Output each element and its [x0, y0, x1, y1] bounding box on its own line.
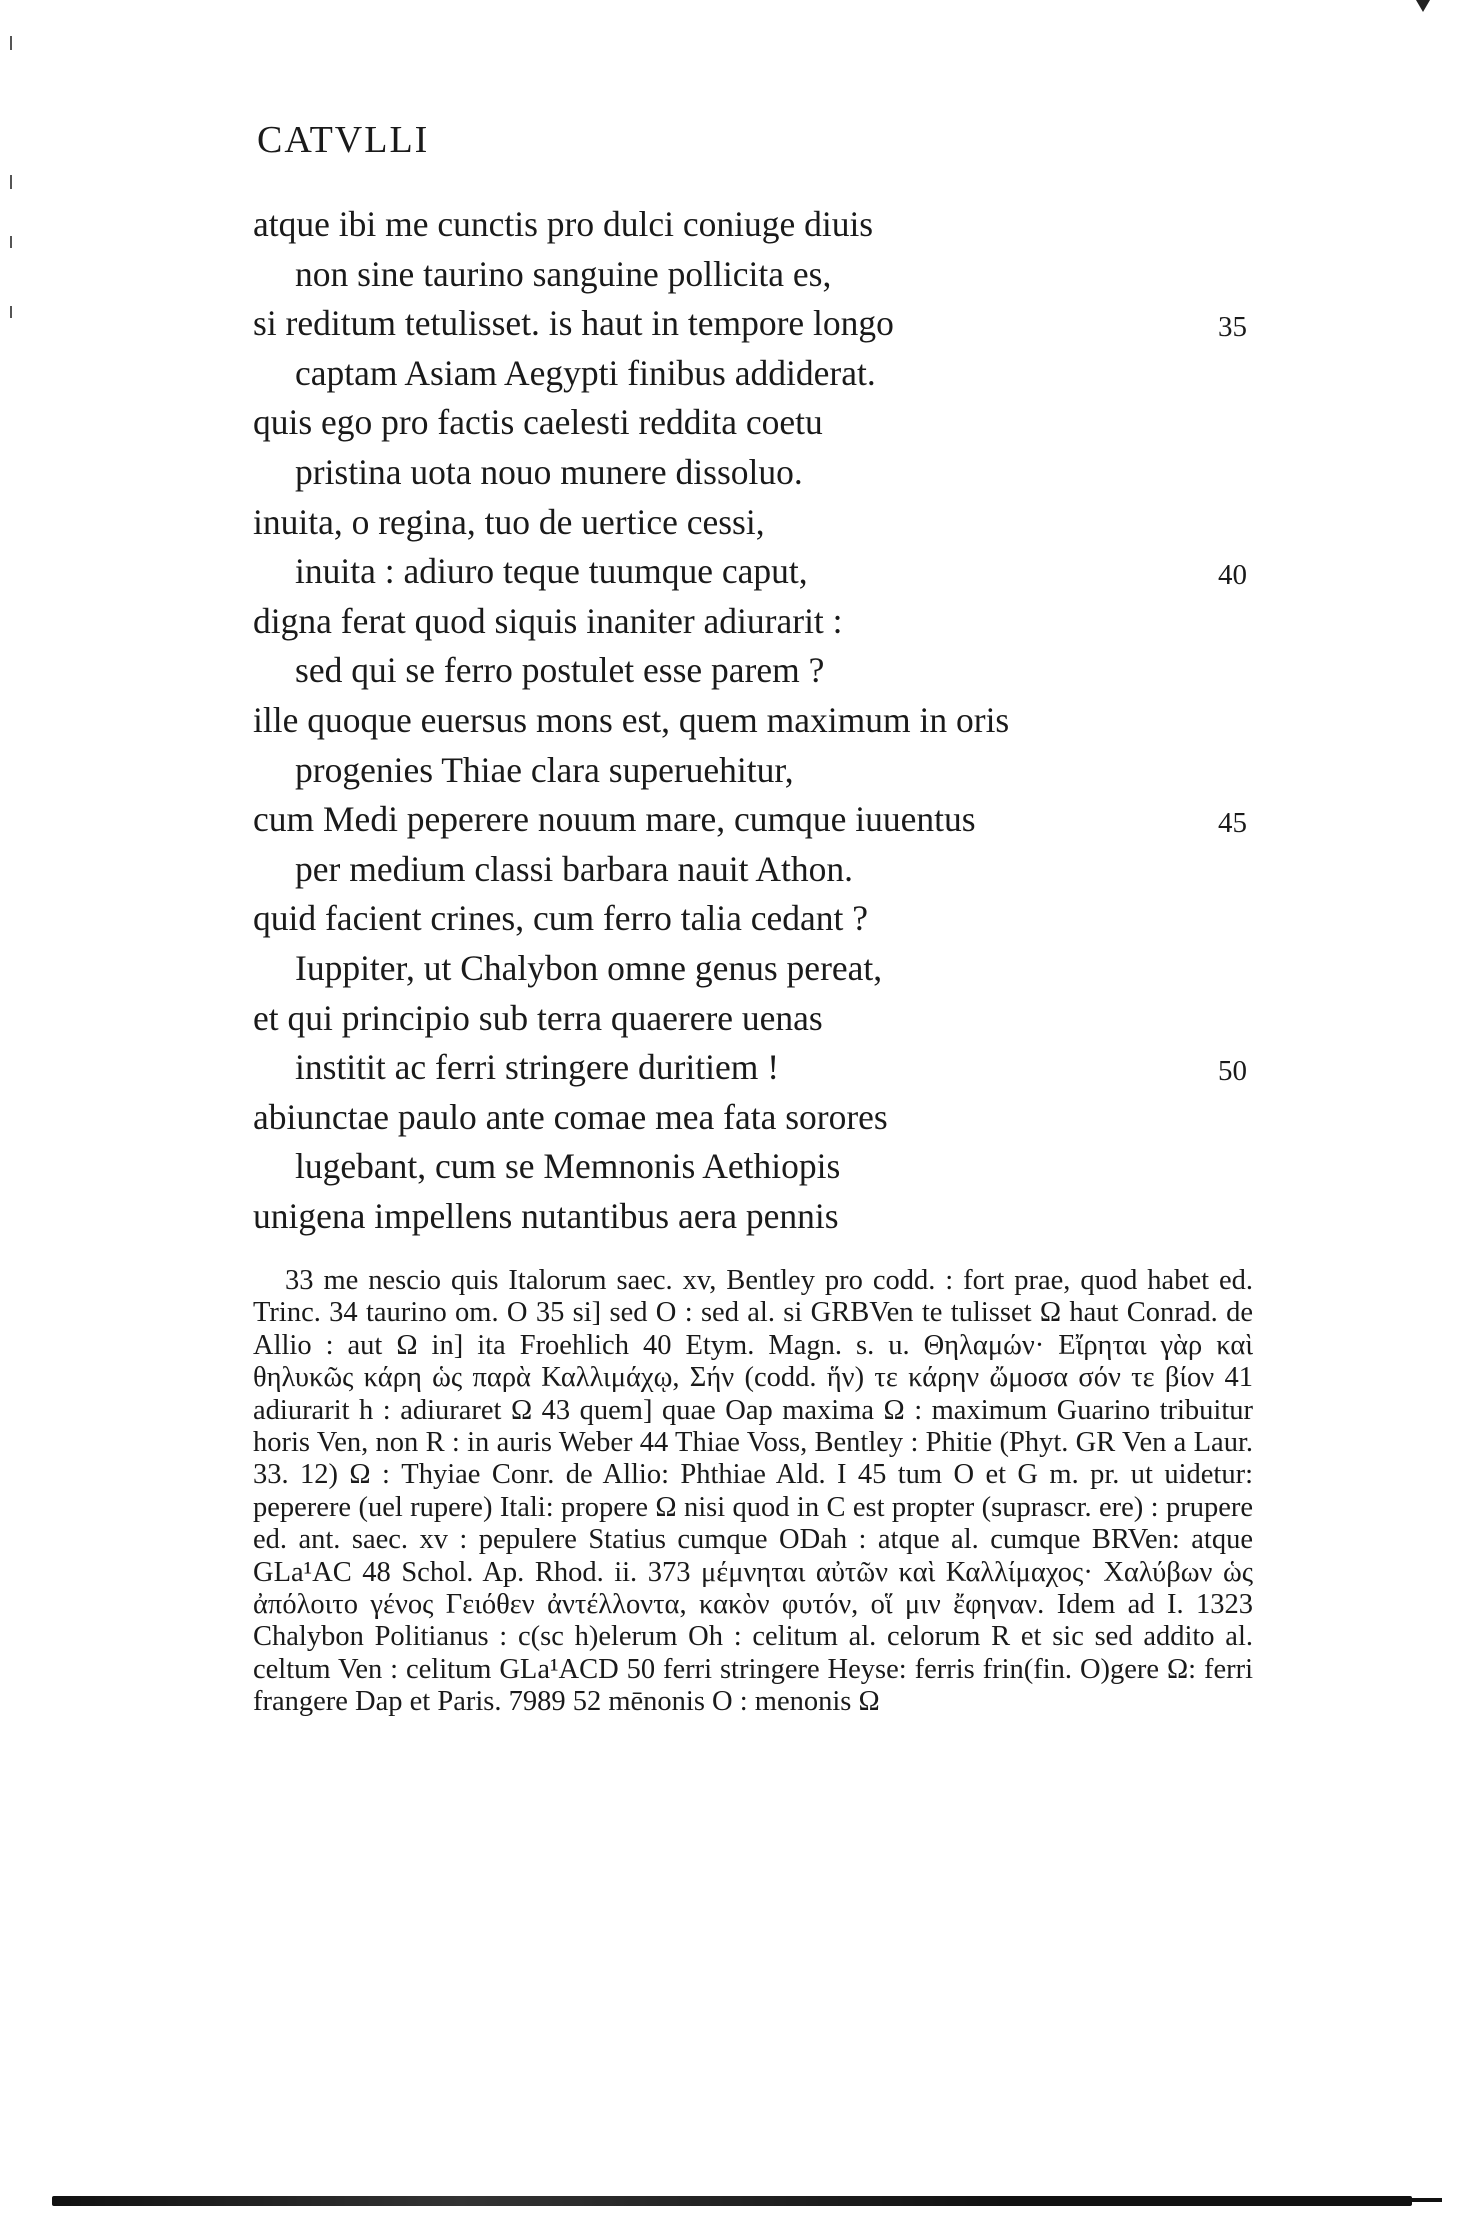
scan-edge-mark: [10, 175, 12, 189]
scan-edge-mark: [10, 36, 12, 50]
poem-line: [253, 498, 1253, 548]
poem-line-text: pristina uota nouo munere dissoluo.: [295, 451, 803, 492]
scan-edge-mark: [10, 306, 12, 318]
poem-line-text: lugebant, cum se Memnonis Aethiopis: [295, 1146, 841, 1187]
poem-line-text: abiunctae paulo ante comae mea fata sorores: [253, 1096, 888, 1137]
poem-line-text: cum Medi peperere nouum mare, cumque iuuentus: [253, 799, 976, 840]
bottom-rule: [52, 2196, 1412, 2206]
poem-line: [253, 1043, 1253, 1093]
poem-line-text: captam Asiam Aegypti finibus addiderat.: [295, 352, 876, 393]
line-number: 45: [1218, 807, 1247, 840]
poem-line-text: quis ego pro factis caelesti reddita coetu: [253, 402, 823, 443]
poem-line-text: ille quoque euersus mons est, quem maximum in oris: [253, 699, 1010, 740]
poem-line-text: unigena impellens nutantibus aera pennis: [253, 1195, 839, 1236]
poem-line: [253, 944, 1253, 994]
poem-line: [253, 696, 1253, 746]
scan-edge-mark: [10, 236, 12, 248]
poem-line-text: progenies Thiae clara superuehitur,: [295, 749, 794, 790]
line-number: 40: [1218, 559, 1247, 592]
line-number: 50: [1218, 1055, 1247, 1088]
poem-line: [253, 795, 1253, 845]
poem-line: [253, 1142, 1253, 1192]
poem-line-text: sed qui se ferro postulet esse parem ?: [295, 650, 825, 691]
poem-line-text: atque ibi me cunctis pro dulci coniuge diuis: [253, 204, 874, 244]
poem-line: [253, 299, 1253, 349]
poem-line: [253, 1192, 1253, 1242]
poem-line: [253, 1093, 1253, 1143]
critical-apparatus: [253, 1265, 1253, 1719]
poem-line: [253, 597, 1253, 647]
poem-line: [253, 448, 1253, 498]
poem-line-text: Iuppiter, ut Chalybon omne genus pereat,: [295, 947, 883, 988]
poem-line-text: institit ac ferri stringere duritiem !: [295, 1047, 780, 1088]
poem-line-text: digna ferat quod siquis inaniter adiurarit :: [253, 600, 843, 641]
poem-line-text: quid facient crines, cum ferro talia cedant ?: [253, 898, 869, 939]
poem-line-text: per medium classi barbara nauit Athon.: [295, 848, 853, 889]
running-head: CATVLLI: [257, 119, 430, 161]
poem-line: [253, 646, 1253, 696]
apparatus-text: 33 me nescio quis Italorum saec. xv, Bentley pro codd. : fort prae, quod habet ed. Trinc. 34 taurino om. O 35 si] sed O : sed al. si GRBVen te tulisset Ω haut Conrad. de Allio : aut Ω in] ita Froehlich 40 Etym. Magn. s. u. Θηλαμών· Εἴρηται γὰρ καὶ θηλυκῶς κάρη ὡς παρὰ Καλλιμάχῳ, Σήν (codd. ἥν) τε κάρην ὤμοσα σόν τε βίον 41 adiurarit h : adiuraret Ω 43 quem] quae Oap maxima Ω : maximum Guarino tribuitur horis Ven, non R : in auris Weber 44 Thiae Voss, Bentley : Phitie (Phyt. GR Ven a Laur. 33. 12) Ω : Thyiae Conr. de Allio: Phthiae Ald. I 45 tum O et G m. pr. ut uidetur: peperere (uel rupere) Itali: propere Ω nisi quod in C est propter (suprascr. ere) : prupere ed. ant. saec. xv : pepulere Statius cumque ODah : atque al. cumque BRVen: atque GLa¹AC 48 Schol. Ap. Rhod. ii. 373 μέμνηται αὐτῶν καὶ Καλλίμαχος· Χαλύβων ὡς ἀπόλοιτο γένος Γειόθεν ἀντέλλοντα, κακὸν φυτόν, οἵ μιν ἔφηναν. Idem ad I. 1323 Chalybon Politianus : c(sc h)elerum Oh : celitum al. celorum R et sic sed addito al. celtum Ven : celitum GLa¹ACD 50 ferri stringere Heyse: ferris frin(fin. O)gere Ω: ferri frangere Dap et Paris. 7989 52 mēnonis O : menonis Ω: [253, 1265, 1253, 1718]
poem-line: [253, 349, 1253, 399]
poem-line-text: si reditum tetulisset. is haut in tempore longo: [253, 303, 894, 344]
poem-line: [253, 994, 1253, 1044]
poem-line: [253, 200, 1253, 250]
poem-line: [253, 250, 1253, 300]
poem-line-text: et qui principio sub terra quaerere uenas: [253, 997, 823, 1038]
poem-line: [253, 746, 1253, 796]
poem-line: [253, 894, 1253, 944]
poem-text: [253, 200, 1253, 1241]
line-number: 35: [1218, 311, 1247, 344]
poem-line: [253, 398, 1253, 448]
poem-line: [253, 547, 1253, 597]
corner-mark: [1416, 0, 1430, 12]
poem-line-text: non sine taurino sanguine pollicita es,: [295, 253, 832, 294]
poem-line-text: inuita : adiuro teque tuumque caput,: [295, 551, 808, 592]
poem-line: [253, 845, 1253, 895]
poem-line-text: inuita, o regina, tuo de uertice cessi,: [253, 501, 765, 542]
